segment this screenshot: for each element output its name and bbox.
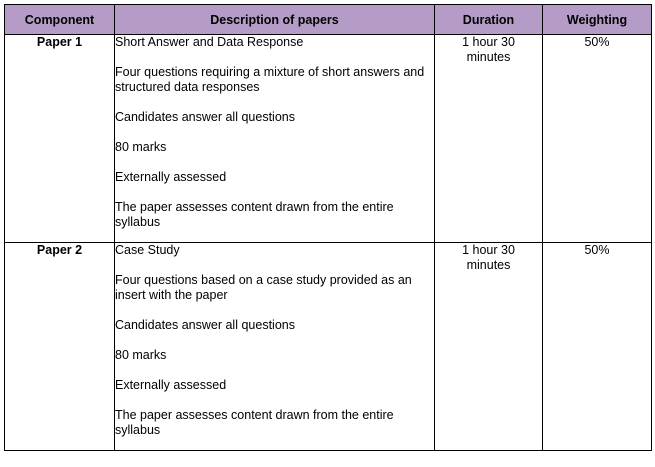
assessment-table [4, 4, 652, 451]
table-row [5, 35, 652, 243]
description-line: 80 marks [115, 140, 167, 154]
duration-cell [435, 243, 543, 451]
duration-cell [435, 35, 543, 243]
description-cell [115, 35, 435, 243]
table-row [5, 243, 652, 451]
component-cell: Paper 1 [5, 35, 115, 243]
duration-line: minutes [466, 50, 511, 64]
description-line: The paper assesses content drawn from the entire syllabus [115, 408, 394, 437]
description-line: The paper assesses content drawn from the entire syllabus [115, 200, 394, 229]
header-description: Description of papers [115, 5, 435, 35]
header-duration: Duration [435, 5, 543, 35]
duration-line: 1 hour 30 [462, 243, 515, 257]
description-line: Candidates answer all questions [115, 318, 295, 332]
description-line: Externally assessed [115, 378, 227, 392]
description-line: Candidates answer all questions [115, 110, 295, 124]
description-cell [115, 243, 435, 451]
description-line: Case Study [115, 243, 180, 257]
description-line: Externally assessed [115, 170, 227, 184]
description-line: Short Answer and Data Response [115, 35, 304, 49]
duration-line: 1 hour 30 [462, 35, 515, 49]
description-line: Four questions based on a case study provided as an insert with the paper [115, 273, 412, 302]
header-weighting: Weighting [543, 5, 652, 35]
description-line: 80 marks [115, 348, 167, 362]
weighting-cell: 50% [543, 35, 652, 243]
header-component: Component [5, 5, 115, 35]
duration-line: minutes [466, 258, 511, 272]
header-row [5, 5, 652, 35]
description-line: Four questions requiring a mixture of short answers and structured data responses [115, 65, 425, 94]
weighting-cell: 50% [543, 243, 652, 451]
component-cell: Paper 2 [5, 243, 115, 451]
